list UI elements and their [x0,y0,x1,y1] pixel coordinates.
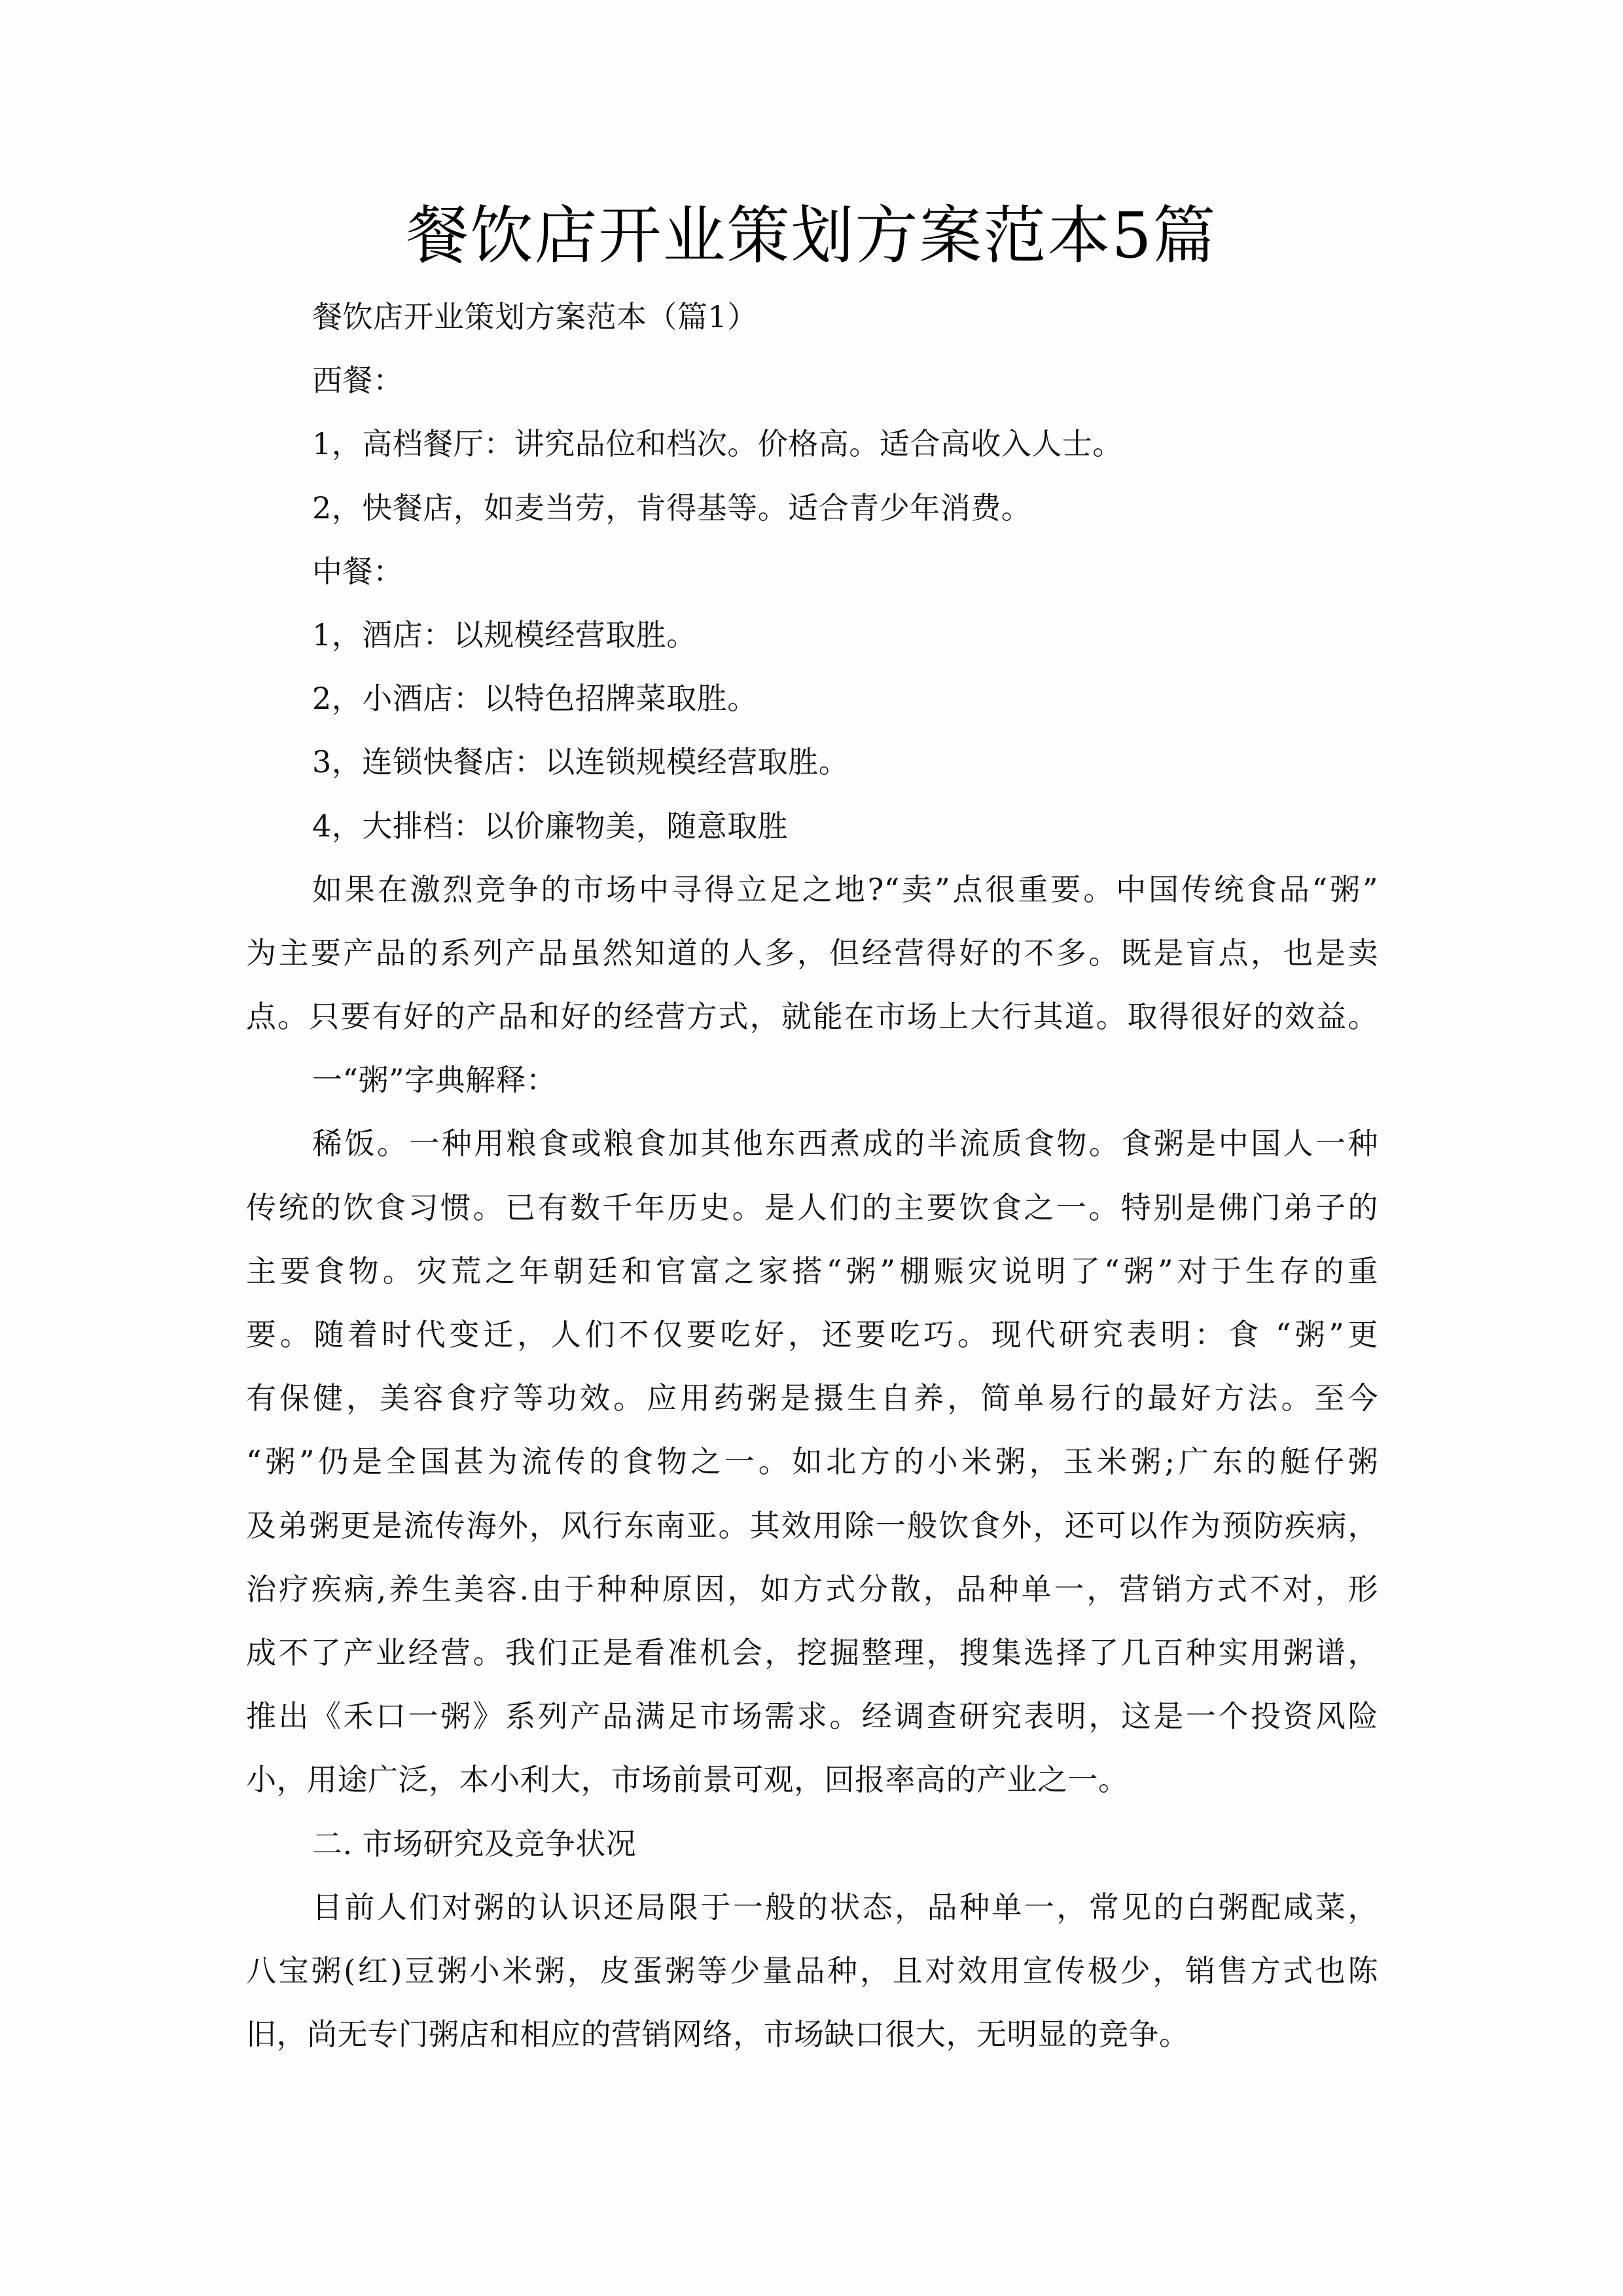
text-line: 有保健，美容食疗等功效。应用药粥是摄生自养，简单易行的最好方法。至今 [246,1380,1378,1416]
text-line: 主要食物。灾荒之年朝廷和官富之家搭“粥”棚赈灾说明了“粥”对于生存的重 [246,1253,1378,1289]
text-line: 2，小酒店：以特色招牌菜取胜。 [312,681,758,717]
text-line: 3，连锁快餐店：以连锁规模经营取胜。 [312,744,849,780]
text-line: 目前人们对粥的认识还局限于一般的状态，品种单一，常见的白粥配咸菜， [312,1889,1378,1925]
text-line: 餐饮店开业策划方案范本（篇1） [312,299,758,334]
text-line: 西餐： [312,363,404,399]
text-line: 点。只要有好的产品和好的经营方式，就能在市场上大行其道。取得很好的效益。 [246,999,1378,1035]
text-line: “粥”仍是全国甚为流传的食物之一。如北方的小米粥，玉米粥;广东的艇仔粥 [246,1444,1378,1480]
text-line: 八宝粥(红)豆粥小米粥，皮蛋粥等少量品种，且对效用宣传极少，销售方式也陈 [246,1952,1378,1988]
text-line: 2，快餐店，如麦当劳，肯得基等。适合青少年消费。 [312,490,1032,526]
text-line: 旧，尚无专门粥店和相应的营销网络，市场缺口很大，无明显的竞争。 [246,2017,1190,2053]
text-line: 及弟粥更是流传海外，风行东南亚。其效用除一般饮食外，还可以作为预防疾病， [246,1507,1378,1543]
text-line: 小，用途广泛，本小利大，市场前景可观，回报率高的产业之一。 [246,1762,1129,1798]
text-line: 成不了产业经营。我们正是看准机会，挖掘整理，搜集选择了几百种实用粥谱， [246,1634,1378,1670]
text-line: 4，大排档：以价廉物美，随意取胜 [312,808,789,844]
text-line: 1，酒店：以规模经营取胜。 [312,617,697,653]
document-body [246,285,1378,2066]
text-line: 为主要产品的系列产品虽然知道的人多，但经营得好的不多。既是盲点，也是卖 [246,935,1378,971]
document-title: 餐饮店开业策划方案范本5篇 [406,199,1217,272]
text-line: 二. 市场研究及竞争状况 [312,1825,637,1861]
text-line: 如果在激烈竞争的市场中寻得立足之地?“卖”点很重要。中国传统食品“粥” [312,871,1378,907]
text-line: 传统的饮食习惯。已有数千年历史。是人们的主要饮食之一。特别是佛门弟子的 [246,1189,1378,1225]
text-line: 要。随着时代变迁，人们不仅要吃好，还要吃巧。现代研究表明：食 “粥”更 [246,1317,1378,1352]
text-line: 治疗疾病,养生美容.由于种种原因，如方式分散，品种单一，营销方式不对，形 [246,1571,1378,1607]
text-line: 稀饭。一种用粮食或粮食加其他东西煮成的半流质食物。食粥是中国人一种 [312,1126,1378,1162]
text-line: 1，高档餐厅：讲究品位和档次。价格高。适合高收入人士。 [312,426,1123,462]
text-line: 一“粥”字典解释： [312,1062,557,1098]
text-line: 推出《禾口一粥》系列产品满足市场需求。经调查研究表明，这是一个投资风险 [246,1698,1378,1734]
text-line: 中餐： [312,553,404,589]
